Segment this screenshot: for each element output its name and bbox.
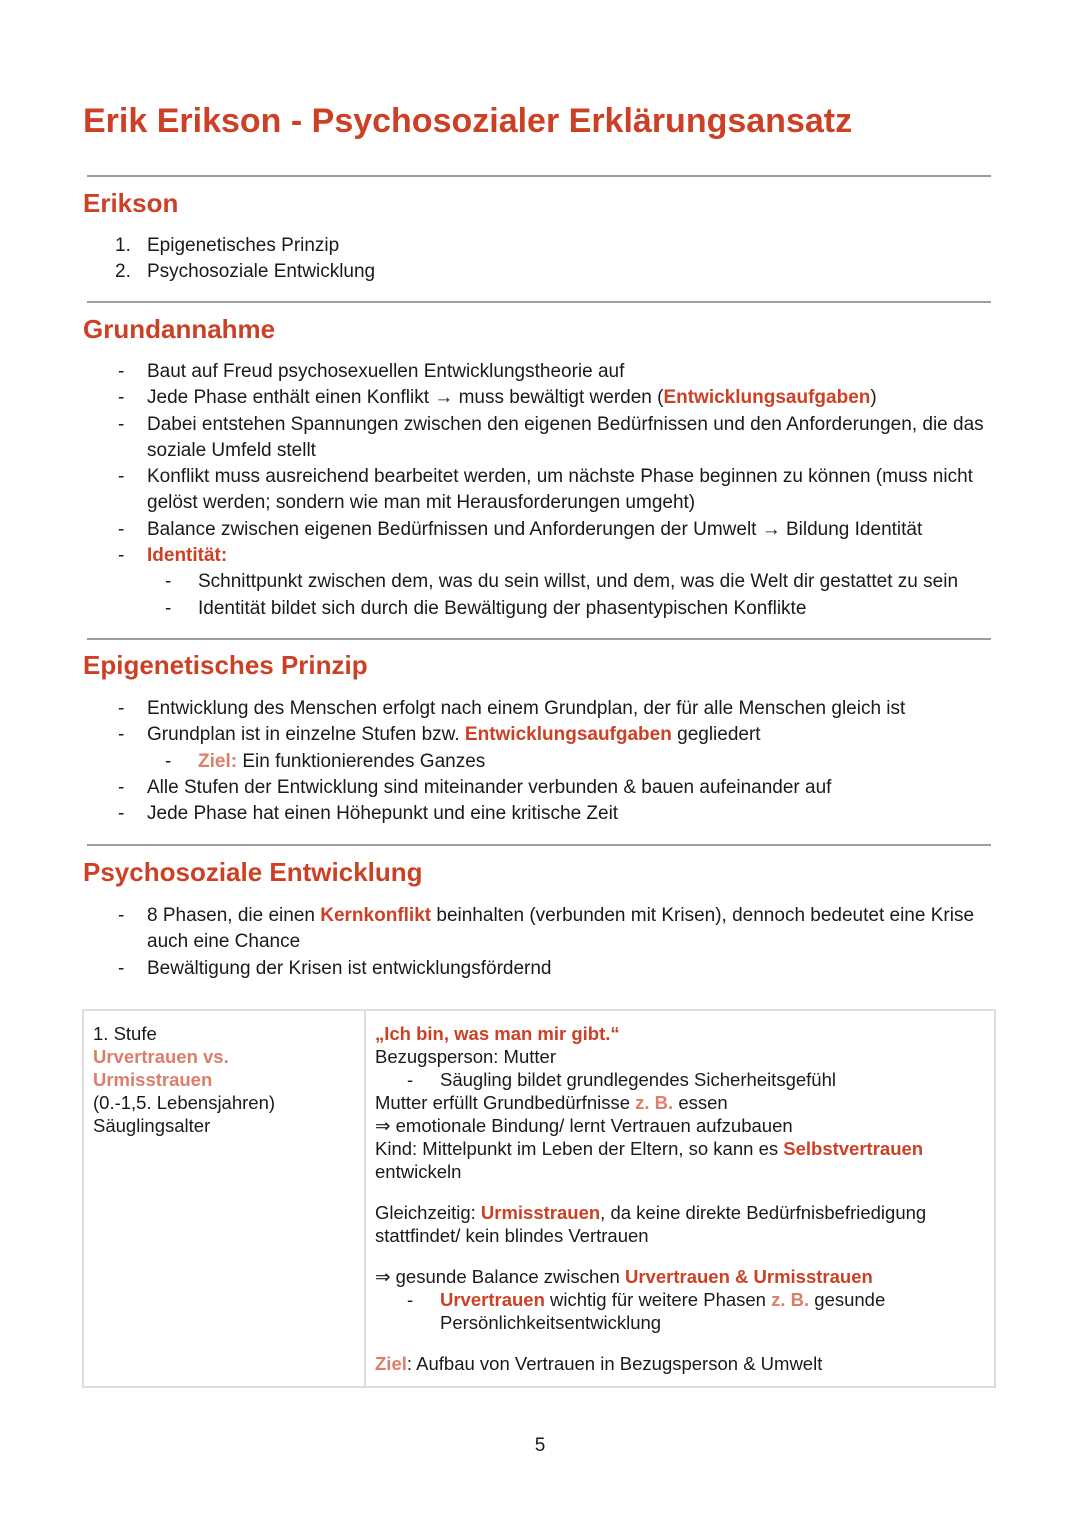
spacer [375, 1247, 985, 1265]
text-line [375, 1352, 985, 1375]
list-marker: - [118, 724, 125, 746]
text: Säuglingsalter [93, 1115, 211, 1136]
section-heading-grundannahme: Grundannahme [83, 314, 276, 344]
text: Dabei entstehen Spannungen zwischen den eigenen Bedürfnissen und den Anforderungen, die das soziale Umfeld stellt [147, 413, 984, 461]
text: beinhalten (verbunden mit Krisen), dennoch bedeutet eine Krise auch eine Chance [147, 905, 975, 953]
text-line [375, 1091, 985, 1114]
text: Bezugsperson: Mutter [375, 1046, 556, 1067]
highlighted-text: z. B. [771, 1289, 810, 1310]
list-item [0, 385, 1007, 411]
section-heading-erikson: Erikson [83, 188, 179, 218]
text: essen [673, 1092, 728, 1113]
text-line [375, 1201, 985, 1247]
text: Entwicklung des Menschen erfolgt nach einem Grundplan, der für alle Menschen gleich ist [147, 698, 906, 719]
list-marker: - [118, 466, 125, 488]
list-marker: - [118, 413, 125, 435]
list-marker: - [118, 545, 125, 567]
list-item [0, 596, 998, 622]
text: Psychosoziale Entwicklung [147, 261, 376, 283]
text: 8 Phasen, die einen [147, 905, 321, 926]
bullet-line [375, 1288, 985, 1334]
text: 1. Stufe [93, 1023, 157, 1044]
list-item [0, 412, 1007, 465]
highlighted-text: Urmisstrauen [93, 1069, 213, 1090]
text: Jede Phase enthält einen Konflikt → muss bewältigt werden ( [147, 387, 664, 409]
highlighted-text: Urvertrauen [440, 1289, 545, 1310]
text-line [375, 1137, 985, 1183]
text: Baut auf Freud psychosexuellen Entwicklungstheorie auf [147, 361, 625, 382]
text: Gleichzeitig: [375, 1202, 481, 1223]
list-marker: 2. [115, 261, 131, 283]
page-number: 5 [534, 1435, 546, 1456]
text: gesunde Persönlichkeitsentwicklung [440, 1289, 886, 1333]
list-marker: - [118, 361, 125, 382]
list-marker: - [165, 597, 172, 619]
text: gegliedert [671, 724, 761, 746]
text: Grundplan ist in einzelne Stufen bzw. [147, 724, 465, 746]
text-line [375, 1022, 985, 1045]
list-item [0, 569, 998, 595]
text: wichtig für weitere Phasen [544, 1289, 772, 1310]
text: ⇒ emotionale Bindung/ lernt Vertrauen aufzubauen [375, 1115, 793, 1136]
spacer [375, 1183, 985, 1201]
text: Balance zwischen eigenen Bedürfnissen und Anforderungen der Umwelt → Bildung Identität [147, 518, 923, 540]
list-item [0, 464, 1007, 517]
text: ⇒ gesunde Balance zwischen [375, 1266, 625, 1287]
list-item [0, 722, 1007, 748]
stage-line [93, 1068, 355, 1091]
highlighted-text: Selbstvertrauen [783, 1138, 924, 1159]
list-marker: - [118, 518, 125, 540]
text: Alle Stufen der Entwicklung sind miteinander verbunden & bauen aufeinander auf [147, 776, 832, 798]
stage-line [93, 1091, 355, 1114]
section-list [0, 233, 1080, 286]
text: Ein funktionierendes Ganzes [237, 750, 486, 772]
highlighted-text: Entwicklungsaufgaben [663, 387, 871, 409]
highlighted-text: z. B. [635, 1092, 674, 1113]
section-list [0, 696, 1080, 827]
highlighted-text: Urmisstrauen [480, 1202, 601, 1223]
text-line [375, 1265, 985, 1288]
section-list [0, 359, 1080, 622]
list-marker: - [118, 957, 125, 979]
list-marker: - [118, 387, 125, 409]
list-item [0, 517, 1007, 543]
section-heading-psychosoziale-entwicklung: Psychosoziale Entwicklung [83, 857, 423, 887]
list-marker: - [407, 1289, 414, 1310]
highlighted-text: „Ich bin, was man mir gibt.“ [375, 1023, 620, 1044]
bullet-line [375, 1068, 985, 1091]
highlighted-text: Urvertrauen & Urmisstrauen [625, 1266, 873, 1287]
list-item [0, 233, 1007, 259]
list-item [0, 543, 1007, 569]
description-cell [365, 1010, 995, 1387]
text: , da keine direkte Bedürfnisbefriedigung stattfindet/ kein blindes Vertrauen [375, 1202, 927, 1246]
text: Kind: Mittelpunkt im Leben der Eltern, so kann es [375, 1138, 784, 1159]
text: Konflikt muss ausreichend bearbeitet werden, um nächste Phase beginnen zu können (muss nicht gelöst werden; sondern wie man mit Herausforderungen umgeht) [147, 466, 973, 514]
text: Schnittpunkt zwischen dem, was du sein willst, und dem, was die Welt dir gestattet zu sein [198, 571, 959, 593]
text: Epigenetisches Prinzip [147, 235, 340, 256]
divider [87, 175, 991, 177]
text: (0.-1,5. Lebensjahren) [93, 1092, 276, 1113]
text: : Aufbau von Vertrauen in Bezugsperson & Umwelt [406, 1353, 823, 1374]
list-item [0, 956, 1007, 982]
list-marker: - [165, 750, 172, 772]
stage-line [93, 1022, 355, 1045]
list-marker: - [118, 803, 125, 825]
list-marker: - [165, 571, 172, 593]
stage-line [93, 1045, 355, 1068]
list-item [0, 749, 998, 775]
divider [87, 844, 991, 846]
table-row [83, 1010, 995, 1387]
section-heading-epigenetisches-prinzip: Epigenetisches Prinzip [83, 650, 368, 680]
spacer [375, 1334, 985, 1352]
stage-line [93, 1114, 355, 1137]
text: Mutter erfüllt Grundbedürfnisse [375, 1092, 636, 1113]
text-line [375, 1114, 985, 1137]
list-marker: - [407, 1069, 414, 1090]
list-item [0, 903, 1007, 956]
list-marker: - [118, 905, 125, 926]
list-item [0, 259, 1007, 285]
section-list [0, 903, 1080, 982]
highlighted-text: Kernkonflikt [320, 905, 432, 926]
list-marker: 1. [115, 235, 131, 256]
list-item [0, 359, 1007, 385]
list-marker: - [118, 776, 125, 798]
divider [87, 638, 991, 640]
list-item [0, 696, 1007, 722]
text: ) [870, 387, 877, 409]
highlighted-text: Urvertrauen vs. [93, 1046, 229, 1067]
stage-table [82, 1009, 996, 1388]
text: entwickeln [375, 1161, 462, 1182]
highlighted-text: Ziel: [198, 750, 238, 772]
list-item [0, 801, 1007, 827]
text: Identität bildet sich durch die Bewältigung der phasentypischen Konflikte [198, 597, 807, 619]
text-line [375, 1045, 985, 1068]
text: Bewältigung der Krisen ist entwicklungsfördernd [147, 957, 552, 979]
stage-cell [83, 1010, 365, 1387]
highlighted-text: Entwicklungsaufgaben [464, 724, 672, 746]
divider [87, 301, 991, 303]
text: Jede Phase hat einen Höhepunkt und eine kritische Zeit [147, 803, 619, 825]
list-marker: - [118, 698, 125, 719]
highlighted-text: Identität: [147, 545, 228, 567]
page-title: Erik Erikson - Psychosozialer Erklärungsansatz [83, 102, 853, 140]
list-item [0, 775, 1007, 801]
text: Säugling bildet grundlegendes Sicherheitsgefühl [440, 1069, 836, 1090]
highlighted-text: Ziel [375, 1353, 407, 1374]
